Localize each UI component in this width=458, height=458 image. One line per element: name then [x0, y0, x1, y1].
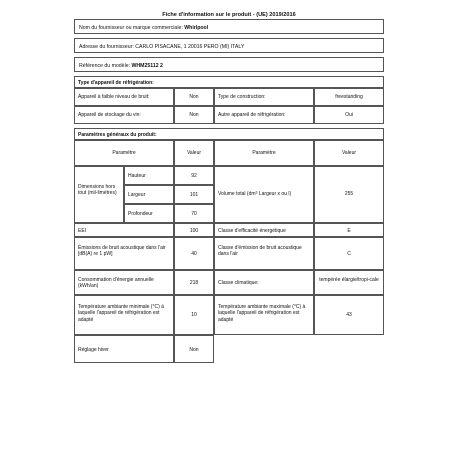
- eei-value: 100: [174, 223, 214, 237]
- dimensions-label: Dimensions hors tout (mil-limètres): [74, 166, 124, 223]
- address-value: CARLO PISACANE, 1 20016 PERO (MI) ITALY: [135, 44, 245, 50]
- width-label: Largeur: [124, 185, 174, 204]
- width-value: 101: [174, 185, 214, 204]
- max-temperature-label: Température ambiante maximale (°C) à laquelle l'appareil de réfrigération est adapté: [214, 295, 314, 335]
- volume-label-sup: 3: [255, 190, 258, 195]
- appliance-type-table: [74, 76, 384, 124]
- low-noise-label: Appareil à faible niveau de bruit:: [74, 88, 174, 106]
- height-label: Hauteur: [124, 166, 174, 185]
- supplier-value: Whirlpool: [184, 25, 209, 31]
- winter-setting-value: Non: [174, 335, 214, 363]
- noise-class-label: Classe d'émission de bruit acoustique dans l'air: [214, 237, 314, 270]
- other-appliance-value: Oui: [314, 106, 384, 124]
- energy-class-value: E: [314, 223, 384, 237]
- model-row: [74, 57, 384, 72]
- supplier-row: [74, 19, 384, 34]
- general-parameters-table: [74, 128, 384, 363]
- address-label: Adresse du fournisseur:: [79, 44, 134, 50]
- annual-energy-value: 218: [174, 270, 214, 295]
- general-parameters-heading: Paramètres généraux du produit:: [74, 128, 384, 140]
- min-temperature-label: Température ambiante minimale (°C) à laquelle l'appareil de réfrigération est adapté: [74, 295, 174, 335]
- annual-energy-label: Consommation d'énergie annuelle (kWh/an): [74, 270, 174, 295]
- model-value: WHM25112 2: [131, 63, 163, 69]
- wine-storage-label: Appareil de stockage du vin:: [74, 106, 174, 124]
- energy-class-label: Classe d'efficacité énergétique: [214, 223, 314, 237]
- volume-label: [214, 166, 314, 223]
- noise-emission-label: Émissions de bruit acoustique dans l'air [dB(A) re 1 pW]: [74, 237, 174, 270]
- climate-class-value: tempérée élargie/tropi-cale: [314, 270, 384, 295]
- volume-value: 255: [314, 166, 384, 223]
- eei-label: EEI: [74, 223, 174, 237]
- model-label: Référence du modèle:: [79, 63, 131, 69]
- param-column-header-2: Paramètre: [214, 140, 314, 166]
- max-temperature-value: 43: [314, 295, 384, 335]
- volume-label-post: Largeur x ou l): [257, 191, 292, 197]
- supplier-label: Nom du fournisseur ou marque commerciale:: [79, 25, 183, 31]
- wine-storage-value: Non: [174, 106, 214, 124]
- construction-value: freestanding: [314, 88, 384, 106]
- page-title: Fiche d'information sur le produit - (UE) 2019/2016: [162, 12, 296, 18]
- noise-class-value: C: [314, 237, 384, 270]
- climate-class-label: Classe climatique:: [214, 270, 314, 295]
- value-column-header: Valeur: [174, 140, 214, 166]
- depth-value: 70: [174, 204, 214, 223]
- volume-label-pre: Volume total (dm: [218, 191, 256, 197]
- param-column-header: Paramètre: [74, 140, 174, 166]
- min-temperature-value: 10: [174, 295, 214, 335]
- value-column-header-2: Valeur: [314, 140, 384, 166]
- appliance-type-heading: Type d'appareil de réfrigération:: [74, 76, 384, 88]
- low-noise-value: Non: [174, 88, 214, 106]
- depth-label: Profondeur: [124, 204, 174, 223]
- address-row: [74, 38, 384, 53]
- noise-emission-value: 40: [174, 237, 214, 270]
- other-appliance-label: Autre appareil de réfrigération:: [214, 106, 314, 124]
- construction-label: Type de construction:: [214, 88, 314, 106]
- winter-setting-label: Réglage hiver: [74, 335, 174, 363]
- height-value: 92: [174, 166, 214, 185]
